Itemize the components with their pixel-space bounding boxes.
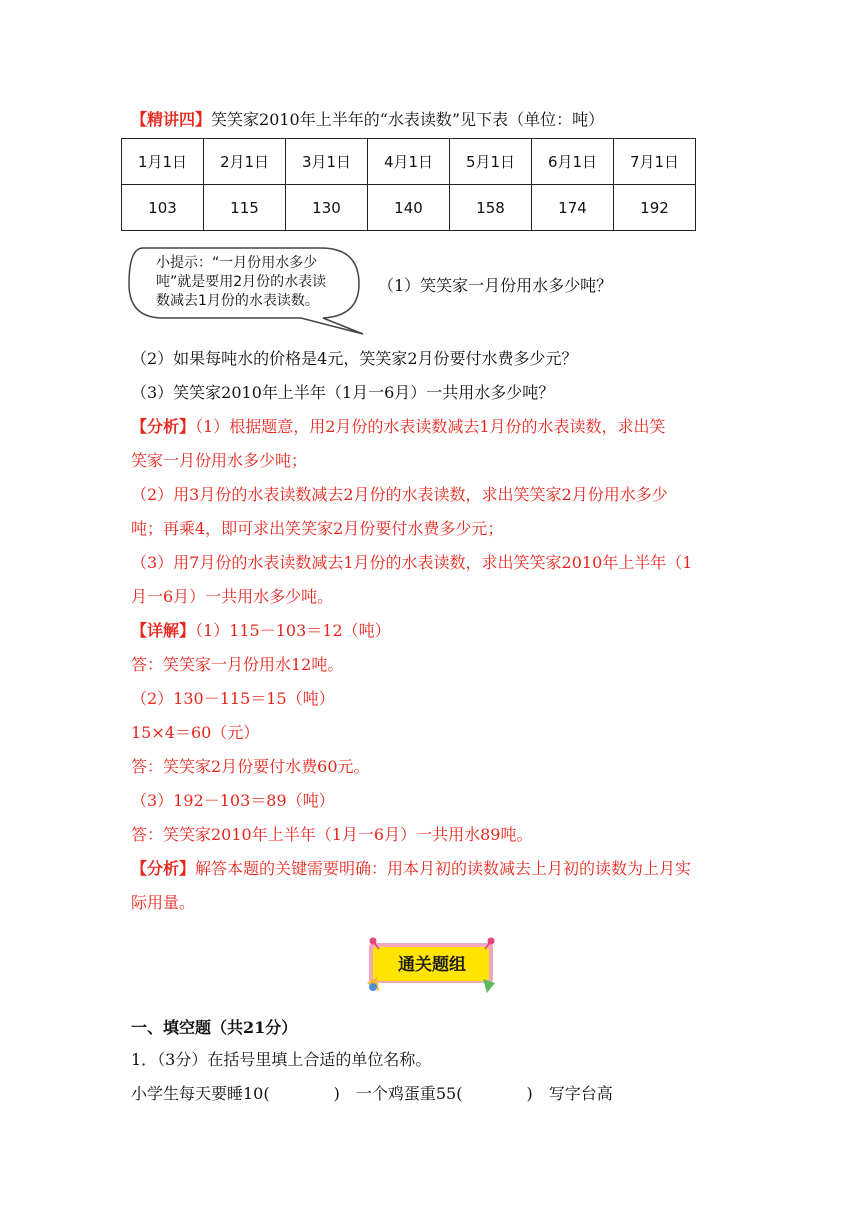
answer-line: 答：笑笑家一月份用水12吨。 bbox=[131, 655, 344, 674]
question-3: （3）笑笑家2010年上半年（1月一6月）一共用水多少吨？ bbox=[131, 383, 555, 402]
analysis-line bbox=[131, 417, 666, 437]
table-cell: 130 bbox=[286, 185, 368, 231]
table-header-cell: 2月1日 bbox=[204, 139, 286, 185]
hint-text bbox=[156, 254, 366, 311]
comment-tag: 【分析】 bbox=[131, 859, 196, 878]
section-heading: 一、填空题（共21分） bbox=[131, 1018, 298, 1037]
solution-tag: 【详解】 bbox=[131, 621, 196, 640]
table-header-cell: 4月1日 bbox=[368, 139, 450, 185]
table-header-cell: 3月1日 bbox=[286, 139, 368, 185]
table-header-cell: 5月1日 bbox=[450, 139, 532, 185]
fill-question-1-line: 小学生每天要睡10( ) 一个鸡蛋重55( ) 写字台高 bbox=[131, 1084, 613, 1103]
table-cell: 192 bbox=[614, 185, 696, 231]
comment-line: 际用量。 bbox=[131, 893, 196, 912]
hint-line: 数减去1月份的水表读数。 bbox=[156, 293, 319, 309]
example-title-line bbox=[131, 110, 604, 130]
water-meter-table bbox=[121, 138, 696, 231]
analysis-text: （1）根据题意，用2月份的水表读数减去1月份的水表读数，求出笑 bbox=[195, 417, 666, 436]
table-cell: 140 bbox=[368, 185, 450, 231]
comment-text: 解答本题的关键需要明确：用本月初的读数减去上月初的读数为上月实 bbox=[195, 859, 692, 878]
hint-line: 吨”就是要用2月份的水表读 bbox=[156, 274, 327, 290]
hint-line: 小提示：“一月份用水多少 bbox=[156, 255, 318, 271]
table-cell: 115 bbox=[204, 185, 286, 231]
table-header-cell: 7月1日 bbox=[614, 139, 696, 185]
question-2: （2）如果每吨水的价格是4元，笑笑家2月份要付水费多少元？ bbox=[131, 349, 578, 368]
example-tag: 【精讲四】 bbox=[131, 110, 212, 129]
comment-line bbox=[131, 859, 691, 879]
analysis-line: 吨；再乘4，即可求出笑笑家2月份要付水费多少元； bbox=[131, 519, 504, 538]
solution-line bbox=[131, 621, 391, 641]
answer-line: 答：笑笑家2010年上半年（1月一6月）一共用水89吨。 bbox=[131, 825, 533, 844]
analysis-line: （3）用7月份的水表读数减去1月份的水表读数，求出笑笑家2010年上半年（1 bbox=[131, 553, 693, 572]
table-header-cell: 6月1日 bbox=[532, 139, 614, 185]
answer-line: 答：笑笑家2月份要付水费60元。 bbox=[131, 757, 370, 776]
table-cell: 103 bbox=[122, 185, 204, 231]
table-cell: 174 bbox=[532, 185, 614, 231]
table-cell: 158 bbox=[450, 185, 532, 231]
solution-text: （1）115－103＝12（吨） bbox=[195, 621, 391, 640]
table-header-row bbox=[122, 139, 696, 185]
question-1: （1）笑笑家一月份用水多少吨？ bbox=[378, 276, 613, 295]
analysis-line: 月一6月）一共用水多少吨。 bbox=[131, 587, 334, 606]
banner-label: 通关题组 bbox=[398, 955, 466, 975]
solution-line: （2）130－115＝15（吨） bbox=[131, 689, 335, 708]
table-header-cell: 1月1日 bbox=[122, 139, 204, 185]
analysis-line: （2）用3月份的水表读数减去2月份的水表读数，求出笑笑家2月份用水多少 bbox=[131, 485, 668, 504]
solution-line: （3）192－103＝89（吨） bbox=[131, 791, 335, 810]
table-row bbox=[122, 185, 696, 231]
fill-question-1: 1．（3分）在括号里填上合适的单位名称。 bbox=[131, 1050, 432, 1069]
solution-line: 15×4＝60（元） bbox=[131, 723, 260, 742]
example-title: 笑笑家2010年上半年的“水表读数”见下表（单位：吨） bbox=[211, 110, 605, 129]
analysis-tag: 【分析】 bbox=[131, 417, 196, 436]
analysis-line: 笑家一月份用水多少吨； bbox=[131, 451, 308, 470]
